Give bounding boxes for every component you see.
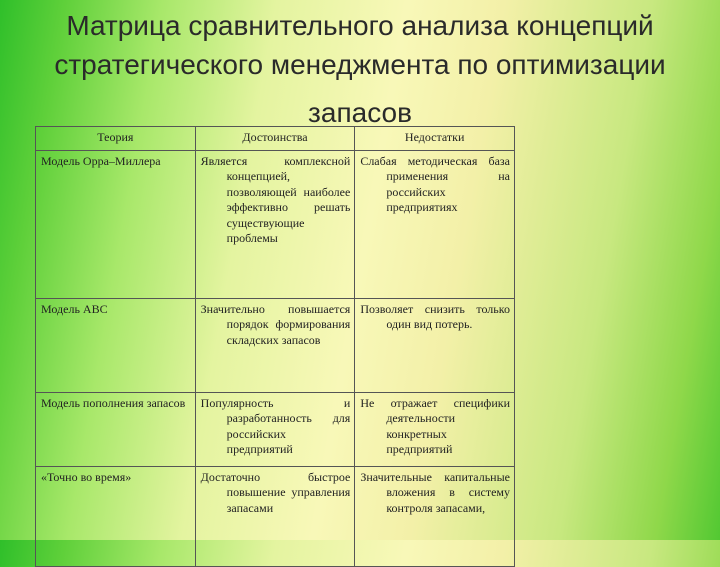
title-line-1: Матрица сравнительного анализа концепций — [66, 10, 654, 41]
disadvantages-cell: Значительные капитальные вложения в систему контроля запасами, — [355, 466, 515, 566]
table-row — [36, 466, 515, 566]
theory-cell: Модель пополнения запасов — [36, 392, 196, 466]
title-line-3: запасов — [308, 97, 412, 128]
disadvantages-cell: Слабая методическая база применения на российских предприятиях — [355, 150, 515, 298]
theory-cell: Модель АВС — [36, 298, 196, 392]
theory-cell: Модель Орра–Миллера — [36, 150, 196, 298]
table-row — [36, 150, 515, 298]
advantages-cell: Значительно повышается порядок формирования складских запасов — [195, 298, 355, 392]
slide-title — [30, 6, 690, 132]
column-header-advantages: Достоинства — [195, 127, 355, 151]
advantages-cell: Достаточно быстрое повышение управления запасами — [195, 466, 355, 566]
title-line-2: стратегического менеджмента по оптимизации — [54, 49, 666, 80]
disadvantages-cell: Позволяет снизить только один вид потерь. — [355, 298, 515, 392]
advantages-cell: Популярность и разработанность для российских предприятий — [195, 392, 355, 466]
theory-cell: «Точно во время» — [36, 466, 196, 566]
advantages-cell: Является комплексной концепцией, позволяющей наиболее эффективно решать существующие проблемы — [195, 150, 355, 298]
column-header-disadvantages: Недостатки — [355, 127, 515, 151]
disadvantages-cell: Не отражает специфики деятельности конкретных предприятий — [355, 392, 515, 466]
comparison-matrix-table — [35, 126, 515, 567]
table-header-row — [36, 127, 515, 151]
column-header-theory: Теория — [36, 127, 196, 151]
table-row — [36, 392, 515, 466]
table-row — [36, 298, 515, 392]
